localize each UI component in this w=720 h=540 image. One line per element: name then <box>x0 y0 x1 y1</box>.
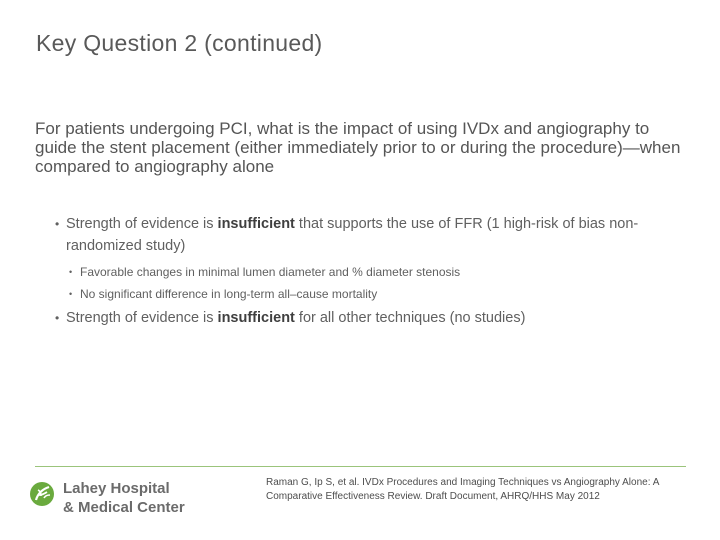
finding-other-suffix: for all other techniques (no studies) <box>294 310 526 326</box>
slide-title: Key Question 2 (continued) <box>36 30 323 56</box>
logo-line-1: Lahey Hospital <box>63 480 170 497</box>
finding-ffr-suffix: that supports the use of FFR (1 high-risk of bias non-randomized study) <box>66 216 639 254</box>
finding-ffr-emphasis: insufficient <box>217 216 295 232</box>
finding-ffr-prefix: Strength of evidence is <box>66 216 218 232</box>
finding-other-prefix: Strength of evidence is <box>66 310 218 326</box>
key-question-text: For patients undergoing PCI, what is the impact of using IVDx and angiography to guide the stent placement (either immediately prior to or during the procedure)—when compared to angiography alone <box>35 119 681 176</box>
lahey-logo <box>29 479 209 519</box>
sub-finding-mortality: • No significant difference in long-term all–cause mortality <box>66 283 692 305</box>
logo-wordmark <box>63 479 185 517</box>
sub-finding-lumen: • Favorable changes in minimal lumen diameter and % diameter stenosis <box>66 261 692 283</box>
lahey-leaf-icon <box>29 481 55 507</box>
findings-list <box>52 213 692 329</box>
finding-ffr <box>52 213 692 305</box>
source-citation: Raman G, Ip S, et al. IVDx Procedures and Imaging Techniques vs Angiography Alone: A Comparative Effectiveness Review. Draft Document, AHRQ/HHS May 2012 <box>266 477 659 502</box>
footer-divider <box>35 466 686 467</box>
finding-other-emphasis: insufficient <box>217 310 295 326</box>
ffr-sub-list <box>66 261 692 305</box>
finding-other-techniques <box>52 307 692 329</box>
logo-line-2: & Medical Center <box>63 499 185 516</box>
